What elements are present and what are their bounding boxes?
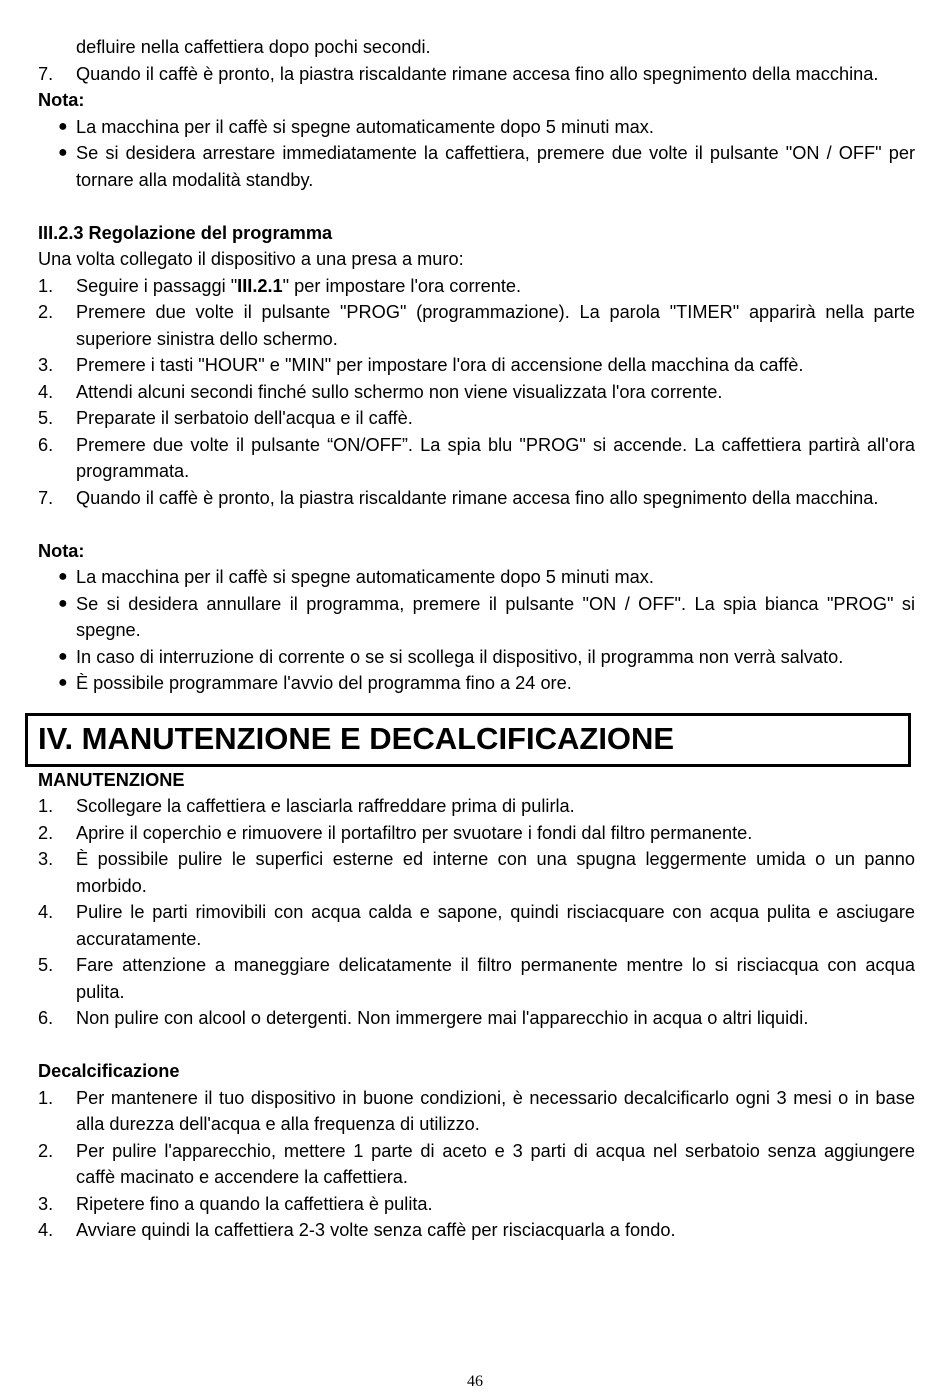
bullet-item [38,591,915,644]
item-text: Aprire il coperchio e rimuovere il portafiltro per svuotare i fondi dal filtro permanente. [76,822,753,843]
section-title-box [25,713,911,767]
item-number: 7. [38,487,54,508]
bullet-item [38,140,915,193]
bullet-text: Se si desidera annullare il programma, premere il pulsante "ON / OFF". La spia bianca "PROG" si spegne. [76,593,915,640]
item-number: 7. [38,63,54,84]
section-title: IV. MANUTENZIONE E DECALCIFICAZIONE [38,721,675,757]
item-number: 5. [38,408,54,428]
bullet-icon: ● [58,117,68,135]
list-item [38,952,915,1005]
item-text: Per mantenere il tuo dispositivo in buone condizioni, è necessario decalcificarlo ogni 3 mesi o in base alla durezza dell'acqua e alla frequenza di utilizzo. [76,1087,915,1134]
bullet-item [38,564,915,591]
list-item [38,1138,915,1191]
list-item [38,1005,915,1032]
item-number: 2. [38,822,54,843]
bullet-text: È possibile programmare l'avvio del programma fino a 24 ore. [76,673,572,693]
item-number: 1. [38,275,54,296]
item-number: 6. [38,1008,54,1028]
item-text: Non pulire con alcool o detergenti. Non immergere mai l'apparecchio in acqua o altri liquidi. [76,1008,809,1028]
item-number: 2. [38,1140,54,1161]
item-text: Avviare quindi la caffettiera 2-3 volte senza caffè per risciacquarla a fondo. [76,1220,676,1240]
bullet-text: Se si desidera arrestare immediatamente la caffettiera, premere due volte il pulsante "ON / OFF" per tornare alla modalità standby. [76,143,915,190]
item-number: 3. [38,355,54,375]
list-item [38,820,915,847]
item-text: Pulire le parti rimovibili con acqua calda e sapone, quindi risciacquare con acqua pulita e asciugare accuratamente. [76,902,915,949]
item-number: 6. [38,434,54,455]
list-item [38,352,915,379]
item-number: 3. [38,1193,54,1214]
item-text: Premere i tasti "HOUR" e "MIN" per impostare l'ora di accensione della macchina da caffè. [76,355,804,375]
item-text: Quando il caffè è pronto, la piastra riscaldante rimane accesa fino allo spegnimento della macchina. [76,63,879,84]
list-item [38,1217,915,1244]
item-number: 4. [38,381,54,402]
bullet-text: La macchina per il caffè si spegne automaticamente dopo 5 minuti max. [76,116,654,137]
document-page [38,34,915,1244]
bullet-icon: ● [58,144,68,161]
bullet-text: In caso di interruzione di corrente o se si scollega il dispositivo, il programma non verrà salvato. [76,646,844,667]
bullet-icon: ● [58,594,68,612]
list-item [38,485,915,512]
continuation-text: defluire nella caffettiera dopo pochi secondi. [76,37,431,57]
item-text: Scollegare la caffettiera e lasciarla raffreddare prima di pulirla. [76,796,575,816]
maintenance-heading: MANUTENZIONE [38,769,185,790]
item-text: Preparate il serbatoio dell'acqua e il caffè. [76,408,413,428]
bullet-item [38,644,915,671]
item-text: Attendi alcuni secondi finché sullo schermo non viene visualizzata l'ora corrente. [76,381,723,402]
list-item [38,899,915,952]
item-text-post: " per impostare l'ora corrente. [282,275,522,296]
list-item [38,432,915,485]
page-number: 46 [467,1373,483,1390]
bullet-item [38,114,915,141]
item-text: Quando il caffè è pronto, la piastra riscaldante rimane accesa fino allo spegnimento della macchina. [76,487,879,508]
item-text: Fare attenzione a maneggiare delicatamente il filtro permanente mentre lo si risciacqua con acqua pulita. [76,955,915,1002]
note-label: Nota: [38,90,85,110]
item-number: 2. [38,302,54,322]
item-text: Premere due volte il pulsante “ON/OFF”. La spia blu "PROG" si accende. La caffettiera partirà all'ora programmata. [76,434,915,481]
item-text: È possibile pulire le superfici esterne ed interne con una spugna leggermente umida o un panno morbido. [76,849,915,896]
bullet-icon: ● [58,647,68,665]
note-label: Nota: [38,540,85,561]
item-text: Premere due volte il pulsante "PROG" (programmazione). La parola "TIMER" apparirà nella parte superiore sinistra dello schermo. [76,302,915,349]
list-item [38,1085,915,1138]
bullet-text: La macchina per il caffè si spegne automaticamente dopo 5 minuti max. [76,567,654,587]
list-item [38,299,915,352]
list-item [38,379,915,406]
item-text: Ripetere fino a quando la caffettiera è pulita. [76,1193,433,1214]
list-item [38,846,915,899]
item-text [76,273,915,300]
bullet-icon: ● [58,674,68,691]
list-item [38,793,915,820]
item-number: 4. [38,1220,54,1240]
item-number: 1. [38,796,54,816]
item-number: 4. [38,902,54,922]
list-item [38,61,915,88]
item-text: Per pulire l'apparecchio, mettere 1 parte di aceto e 3 parti di acqua nel serbatoio senza aggiungere caffè macinato e accendere la caffettiera. [76,1140,915,1187]
list-item [38,273,915,300]
section-reference: III.2.1 [237,275,283,296]
descaling-heading: Decalcificazione [38,1061,180,1081]
item-number: 1. [38,1087,54,1108]
list-item [38,1191,915,1218]
item-number: 5. [38,955,54,975]
subsection-intro: Una volta collegato il dispositivo a una presa a muro: [38,249,464,269]
bullet-icon: ● [58,568,68,585]
list-item [38,405,915,432]
bullet-item [38,670,915,697]
subsection-title: III.2.3 Regolazione del programma [38,222,333,243]
item-text-pre: Seguire i passaggi " [76,275,238,296]
item-number: 3. [38,849,54,869]
